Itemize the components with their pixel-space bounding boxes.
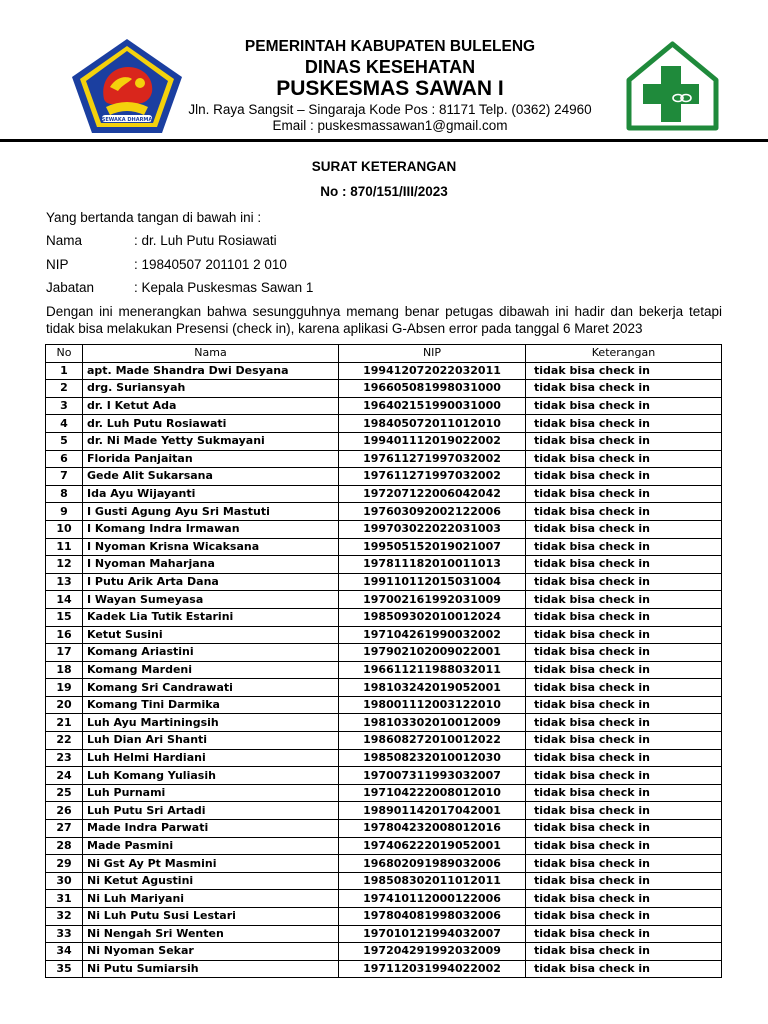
table-row	[46, 749, 722, 767]
cell-nama: Komang Ariastini	[83, 644, 339, 662]
table-row	[46, 432, 722, 450]
cell-nama: Ni Luh Putu Susi Lestari	[83, 908, 339, 926]
header-no: No	[46, 345, 83, 363]
cell-nip: 199401112019022002	[339, 432, 526, 450]
cell-nama: Luh Ayu Martiningsih	[83, 714, 339, 732]
cell-no: 12	[46, 556, 83, 574]
cell-nama: Luh Komang Yuliasih	[83, 767, 339, 785]
table-row	[46, 855, 722, 873]
table-row	[46, 908, 722, 926]
header-keterangan: Keterangan	[526, 345, 722, 363]
cell-no: 17	[46, 644, 83, 662]
table-row	[46, 872, 722, 890]
table-row	[46, 362, 722, 380]
cell-no: 8	[46, 485, 83, 503]
cell-nip: 197804232008012016	[339, 820, 526, 838]
cell-keterangan: tidak bisa check in	[526, 450, 722, 468]
cell-no: 34	[46, 943, 83, 961]
cell-nip: 199505152019021007	[339, 538, 526, 556]
table-row	[46, 837, 722, 855]
cell-no: 10	[46, 520, 83, 538]
cell-nama: Komang Mardeni	[83, 661, 339, 679]
cell-nama: Ni Putu Sumiarsih	[83, 960, 339, 978]
cell-nip: 197410112000122006	[339, 890, 526, 908]
table-row	[46, 960, 722, 978]
cell-no: 22	[46, 732, 83, 750]
logo-motto: SEWAKA DHARMA	[101, 117, 153, 123]
cell-no: 24	[46, 767, 83, 785]
table-row	[46, 397, 722, 415]
cell-no: 35	[46, 960, 83, 978]
cell-no: 11	[46, 538, 83, 556]
cell-nama: Ni Nyoman Sekar	[83, 943, 339, 961]
field-label-nip: NIP	[46, 257, 69, 272]
letterhead-divider	[0, 139, 768, 142]
government-heading: PEMERINTAH KABUPATEN BULELENG	[244, 38, 536, 55]
cell-nama: Made Pasmini	[83, 837, 339, 855]
table-row	[46, 591, 722, 609]
table-row	[46, 925, 722, 943]
cell-keterangan: tidak bisa check in	[526, 380, 722, 398]
cell-nip: 196802091989032006	[339, 855, 526, 873]
table-row	[46, 714, 722, 732]
cell-nip: 197611271997032002	[339, 450, 526, 468]
document-number: No : 870/151/III/2023	[320, 184, 448, 199]
cell-nip: 197002161992031009	[339, 591, 526, 609]
cell-no: 6	[46, 450, 83, 468]
cell-nama: Komang Sri Candrawati	[83, 679, 339, 697]
cell-no: 26	[46, 802, 83, 820]
field-value-jabatan: : Kepala Puskesmas Sawan 1	[134, 280, 314, 295]
cell-keterangan: tidak bisa check in	[526, 608, 722, 626]
cell-no: 21	[46, 714, 83, 732]
cell-nama: Komang Tini Darmika	[83, 696, 339, 714]
cell-nama: I Komang Indra Irmawan	[83, 520, 339, 538]
statement-paragraph: Dengan ini menerangkan bahwa sesungguhnya memang benar petugas dibawah ini hadir dan bekerja tetapi tidak bisa melakukan Presensi (check in), karena aplikasi G-Absen error pada tanggal 6 Maret 2023	[46, 304, 722, 336]
cell-keterangan: tidak bisa check in	[526, 837, 722, 855]
cell-nip: 198103242019052001	[339, 679, 526, 697]
table-row	[46, 802, 722, 820]
table-row	[46, 573, 722, 591]
cell-no: 20	[46, 696, 83, 714]
cell-nip: 197611271997032002	[339, 468, 526, 486]
cell-keterangan: tidak bisa check in	[526, 855, 722, 873]
cell-keterangan: tidak bisa check in	[526, 520, 722, 538]
table-row	[46, 661, 722, 679]
cell-no: 23	[46, 749, 83, 767]
cell-no: 29	[46, 855, 83, 873]
cell-keterangan: tidak bisa check in	[526, 908, 722, 926]
cell-nip: 197902102009022001	[339, 644, 526, 662]
cell-no: 9	[46, 503, 83, 521]
cell-nip: 198103302010012009	[339, 714, 526, 732]
cell-keterangan: tidak bisa check in	[526, 538, 722, 556]
cell-keterangan: tidak bisa check in	[526, 468, 722, 486]
address-line: Jln. Raya Sangsit – Singaraja Kode Pos : 81171 Telp. (0362) 24960	[188, 102, 592, 117]
cell-nama: I Gusti Agung Ayu Sri Mastuti	[83, 503, 339, 521]
cell-nip: 197007311993032007	[339, 767, 526, 785]
cell-no: 3	[46, 397, 83, 415]
cell-nip: 196605081998031000	[339, 380, 526, 398]
cell-no: 16	[46, 626, 83, 644]
intro-text: Yang bertanda tangan di bawah ini :	[46, 210, 262, 225]
table-row	[46, 644, 722, 662]
cell-keterangan: tidak bisa check in	[526, 415, 722, 433]
cell-no: 25	[46, 784, 83, 802]
cell-no: 4	[46, 415, 83, 433]
cell-nip: 198508302011012011	[339, 872, 526, 890]
cell-keterangan: tidak bisa check in	[526, 626, 722, 644]
table-row	[46, 820, 722, 838]
table-header-row	[46, 345, 722, 363]
header-nip: NIP	[339, 345, 526, 363]
cell-nama: Ni Ketut Agustini	[83, 872, 339, 890]
cell-nama: dr. Luh Putu Rosiawati	[83, 415, 339, 433]
cell-keterangan: tidak bisa check in	[526, 696, 722, 714]
cell-nama: Kadek Lia Tutik Estarini	[83, 608, 339, 626]
cell-nama: Ketut Susini	[83, 626, 339, 644]
cell-keterangan: tidak bisa check in	[526, 749, 722, 767]
cell-no: 32	[46, 908, 83, 926]
cell-keterangan: tidak bisa check in	[526, 432, 722, 450]
institution-heading: PUSKESMAS SAWAN I	[276, 77, 504, 100]
cell-nip: 197406222019052001	[339, 837, 526, 855]
table-row	[46, 626, 722, 644]
field-label-nama: Nama	[46, 233, 83, 248]
cell-nip: 197112031994022002	[339, 960, 526, 978]
table-row	[46, 468, 722, 486]
field-value-nip: : 19840507 201101 2 010	[134, 257, 287, 272]
table-row	[46, 415, 722, 433]
cell-keterangan: tidak bisa check in	[526, 503, 722, 521]
table-row	[46, 943, 722, 961]
cell-no: 2	[46, 380, 83, 398]
cell-no: 33	[46, 925, 83, 943]
puskesmas-logo	[625, 40, 720, 132]
cell-nip: 199110112015031004	[339, 573, 526, 591]
cell-keterangan: tidak bisa check in	[526, 960, 722, 978]
cell-nama: drg. Suriansyah	[83, 380, 339, 398]
cell-nip: 198901142017042001	[339, 802, 526, 820]
cell-nip: 197811182010011013	[339, 556, 526, 574]
cell-no: 18	[46, 661, 83, 679]
cell-keterangan: tidak bisa check in	[526, 767, 722, 785]
cell-nip: 197204291992032009	[339, 943, 526, 961]
cell-nip: 197104261990032002	[339, 626, 526, 644]
cell-nama: I Nyoman Krisna Wicaksana	[83, 538, 339, 556]
table-row	[46, 520, 722, 538]
cell-nama: Ni Gst Ay Pt Masmini	[83, 855, 339, 873]
cell-nama: I Nyoman Maharjana	[83, 556, 339, 574]
buleleng-regency-logo	[70, 37, 184, 135]
cell-nip: 197104222008012010	[339, 784, 526, 802]
document-title: SURAT KETERANGAN	[311, 159, 457, 174]
header-nama: Nama	[83, 345, 339, 363]
table-row	[46, 784, 722, 802]
table-row	[46, 732, 722, 750]
cell-nama: dr. Ni Made Yetty Sukmayani	[83, 432, 339, 450]
cell-nama: Luh Dian Ari Shanti	[83, 732, 339, 750]
cell-nama: dr. I Ketut Ada	[83, 397, 339, 415]
cell-keterangan: tidak bisa check in	[526, 732, 722, 750]
cell-nip: 198508232010012030	[339, 749, 526, 767]
cell-keterangan: tidak bisa check in	[526, 679, 722, 697]
cell-nama: Ni Nengah Sri Wenten	[83, 925, 339, 943]
email-line: Email : puskesmassawan1@gmail.com	[272, 118, 508, 133]
cell-nip: 197207122006042042	[339, 485, 526, 503]
cell-no: 1	[46, 362, 83, 380]
cell-keterangan: tidak bisa check in	[526, 714, 722, 732]
cell-keterangan: tidak bisa check in	[526, 573, 722, 591]
cell-nip: 196402151990031000	[339, 397, 526, 415]
cell-nip: 197804081998032006	[339, 908, 526, 926]
cell-keterangan: tidak bisa check in	[526, 485, 722, 503]
cell-no: 15	[46, 608, 83, 626]
table-row	[46, 767, 722, 785]
cell-nip: 198608272010012022	[339, 732, 526, 750]
cell-keterangan: tidak bisa check in	[526, 820, 722, 838]
cell-keterangan: tidak bisa check in	[526, 591, 722, 609]
cell-nip: 198001112003122010	[339, 696, 526, 714]
cell-nip: 198405072011012010	[339, 415, 526, 433]
cell-nama: Gede Alit Sukarsana	[83, 468, 339, 486]
cell-nama: I Putu Arik Arta Dana	[83, 573, 339, 591]
cell-no: 31	[46, 890, 83, 908]
cell-keterangan: tidak bisa check in	[526, 661, 722, 679]
cell-keterangan: tidak bisa check in	[526, 397, 722, 415]
cell-no: 13	[46, 573, 83, 591]
cell-nama: Made Indra Parwati	[83, 820, 339, 838]
cell-nip: 199412072022032011	[339, 362, 526, 380]
cell-keterangan: tidak bisa check in	[526, 890, 722, 908]
cell-no: 14	[46, 591, 83, 609]
cell-keterangan: tidak bisa check in	[526, 556, 722, 574]
cell-nip: 196611211988032011	[339, 661, 526, 679]
cell-keterangan: tidak bisa check in	[526, 925, 722, 943]
cell-no: 27	[46, 820, 83, 838]
cell-no: 28	[46, 837, 83, 855]
cell-nama: I Wayan Sumeyasa	[83, 591, 339, 609]
table-row	[46, 380, 722, 398]
cell-nama: Ida Ayu Wijayanti	[83, 485, 339, 503]
cell-no: 30	[46, 872, 83, 890]
cell-keterangan: tidak bisa check in	[526, 362, 722, 380]
table-row	[46, 556, 722, 574]
table-row	[46, 538, 722, 556]
cell-nama: Florida Panjaitan	[83, 450, 339, 468]
table-row	[46, 608, 722, 626]
table-row	[46, 696, 722, 714]
cell-keterangan: tidak bisa check in	[526, 802, 722, 820]
agency-heading: DINAS KESEHATAN	[304, 57, 476, 77]
cell-keterangan: tidak bisa check in	[526, 784, 722, 802]
cell-nip: 197603092002122006	[339, 503, 526, 521]
field-value-nama: : dr. Luh Putu Rosiawati	[134, 233, 277, 248]
table-row	[46, 890, 722, 908]
table-row	[46, 503, 722, 521]
field-label-jabatan: Jabatan	[46, 280, 95, 295]
cell-nip: 199703022022031003	[339, 520, 526, 538]
staff-table	[45, 344, 722, 978]
cell-nama: Ni Luh Mariyani	[83, 890, 339, 908]
cell-nama: Luh Purnami	[83, 784, 339, 802]
table-row	[46, 679, 722, 697]
cell-no: 7	[46, 468, 83, 486]
cell-nama: apt. Made Shandra Dwi Desyana	[83, 362, 339, 380]
cell-keterangan: tidak bisa check in	[526, 943, 722, 961]
cell-keterangan: tidak bisa check in	[526, 872, 722, 890]
cell-keterangan: tidak bisa check in	[526, 644, 722, 662]
cell-no: 19	[46, 679, 83, 697]
cell-nama: Luh Putu Sri Artadi	[83, 802, 339, 820]
cell-nip: 198509302010012024	[339, 608, 526, 626]
cell-no: 5	[46, 432, 83, 450]
cell-nip: 197010121994032007	[339, 925, 526, 943]
table-row	[46, 450, 722, 468]
table-row	[46, 485, 722, 503]
cell-nama: Luh Helmi Hardiani	[83, 749, 339, 767]
